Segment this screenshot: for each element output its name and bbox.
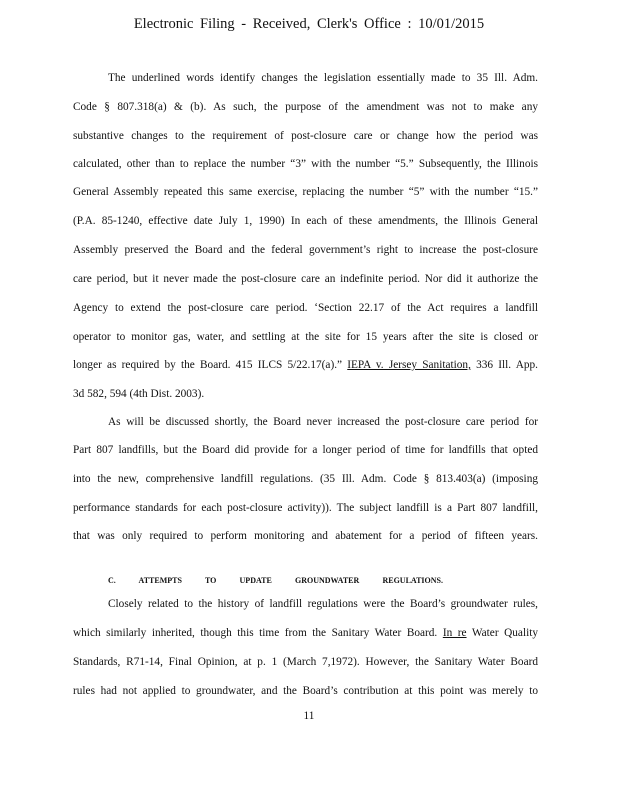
- text-line: (P.A. 85-1240, effective date July 1, 1990) In each of these amendments, the Illinois General: [73, 215, 538, 227]
- text-line: Agency to extend the post-closure care period. ‘Section 22.17 of the Act requires a landfill: [73, 302, 538, 314]
- text-line: that was only required to perform monitoring and abatement for a period of fifteen years.: [73, 530, 538, 542]
- text-line: The underlined words identify changes the legislation essentially made to 35 Ill. Adm.: [108, 72, 538, 84]
- text-segment: longer as required by the Board. 415 ILCS 5/22.17(a).”: [73, 359, 343, 371]
- text-line: calculated, other than to replace the number “3” with the number “5.” Subsequently, the Illinois: [73, 158, 538, 170]
- text-line: performance standards for each post-closure activity)). The subject landfill is a Part 807 landfill,: [73, 502, 538, 514]
- case-citation: IEPA v. Jersey Sanitation,: [347, 359, 471, 371]
- text-segment: Water Quality: [471, 627, 538, 639]
- section-heading: C. ATTEMPTS TO UPDATE GROUNDWATER REGULATIONS.: [108, 576, 443, 585]
- text-line: Assembly preserved the Board and the federal government’s right to increase the post-closure: [73, 244, 538, 256]
- text-segment: 336 Ill. App.: [476, 359, 538, 371]
- filing-stamp-header: Electronic Filing - Received, Clerk's Office : 10/01/2015: [133, 16, 485, 32]
- text-line: rules had not applied to groundwater, and the Board’s contribution at this point was merely to: [73, 685, 538, 697]
- text-line: Part 807 landfills, but the Board did provide for a longer period of time for landfills that opted: [73, 444, 538, 456]
- text-line: [73, 627, 538, 639]
- text-line: Closely related to the history of landfill regulations were the Board’s groundwater rules,: [108, 598, 538, 610]
- text-line: 3d 582, 594 (4th Dist. 2003).: [73, 388, 205, 400]
- text-segment: which similarly inherited, though this time from the Sanitary Water Board.: [73, 627, 438, 639]
- text-line: [73, 359, 538, 371]
- text-line: substantive changes to the requirement of post-closure care or change how the period was: [73, 130, 538, 142]
- case-citation: In re: [442, 627, 467, 639]
- text-line: Code § 807.318(a) & (b). As such, the purpose of the amendment was not to make any: [73, 101, 538, 113]
- text-line: into the new, comprehensive landfill regulations. (35 Ill. Adm. Code § 813.403(a) (imposing: [73, 473, 538, 485]
- text-line: General Assembly repeated this same exercise, replacing the number “5” with the number “15.”: [73, 186, 538, 198]
- text-line: care period, but it never made the post-closure care an indefinite period. Nor did it authorize the: [73, 273, 538, 285]
- text-line: operator to monitor gas, water, and settling at the site for 15 years after the site is closed or: [73, 331, 538, 343]
- text-line: As will be discussed shortly, the Board never increased the post-closure care period for: [108, 416, 538, 428]
- text-line: Standards, R71-14, Final Opinion, at p. 1 (March 7,1972). However, the Sanitary Water Board: [73, 656, 538, 668]
- page-number: 11: [303, 710, 315, 722]
